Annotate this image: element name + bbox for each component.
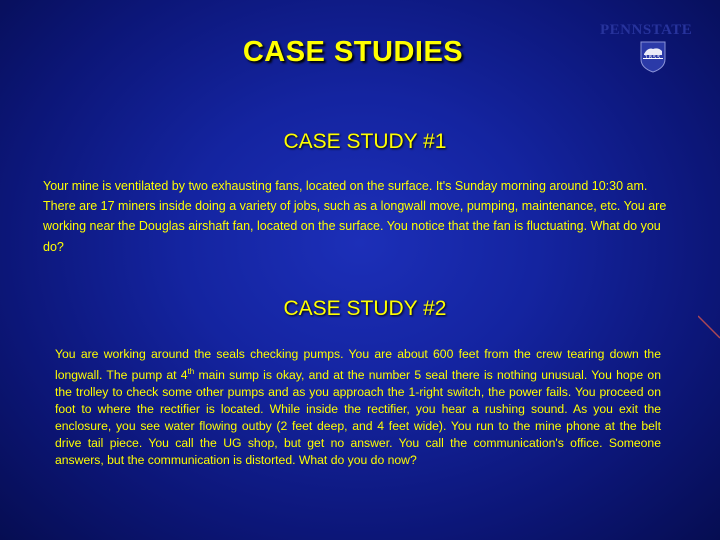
case-study-2-heading: CASE STUDY #2 bbox=[283, 297, 447, 320]
case-study-1-heading: CASE STUDY #1 bbox=[283, 130, 447, 153]
case-study-2-text bbox=[55, 346, 661, 469]
slide-title: CASE STUDIES bbox=[242, 36, 464, 68]
case-study-1-text: Your mine is ventilated by two exhausting fans, located on the surface. It's Sunday morning around 10:30 am. There are 17 miners inside doing a variety of jobs, such as a longwall move, pumping, maintenance, etc. You are working near the Douglas airshaft fan, located on the surface. You notice that the fan is fluctuating. What do you do? bbox=[43, 179, 667, 254]
penn-state-logo bbox=[600, 22, 693, 78]
logo-year: 1855 bbox=[644, 55, 662, 61]
case-study-2-superscript: th bbox=[187, 367, 195, 376]
decorative-streak-line bbox=[698, 300, 720, 340]
logo-wordmark: PENNSTATE bbox=[600, 22, 693, 38]
case-study-2-text-part-b: main sump is okay, and at the number 5 seal there is nothing unusual. You hope on the trolley to check some other pumps and as you approach the 1-right switch, the power fails. You proceed on foot to where the rectifier is located. While inside the rectifier, you hear a rushing sound. As you exit the enclosure, you see water flowing outby (2 feet deep, and 4 feet wide). You run to the mine phone at the belt drive tail piece. You call the UG shop, but get no answer. You call the communication's office. Someone answers, but the communication is distorted. What do you do now? bbox=[55, 368, 661, 468]
case-study-2-text-part-a: You are working around the seals checking pumps. You are about 600 feet from the crew tearing down the longwall. The pump at 4 bbox=[55, 347, 661, 383]
